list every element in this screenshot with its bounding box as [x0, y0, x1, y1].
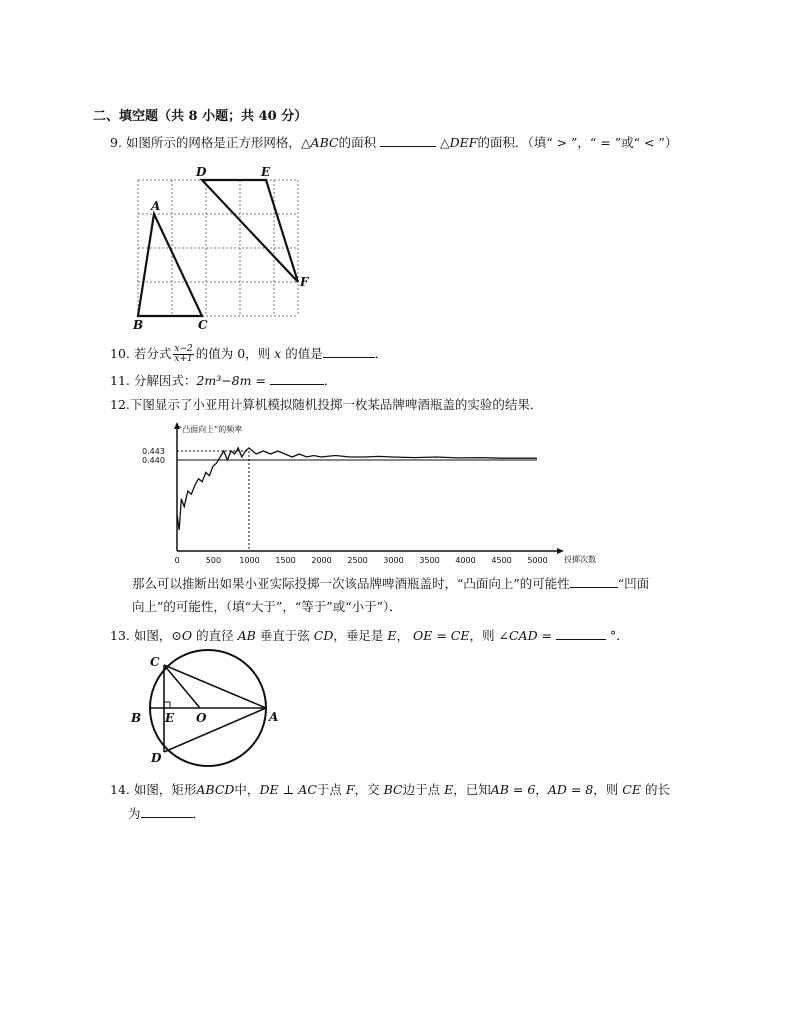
q12-number: 12. — [110, 397, 130, 412]
label-d: D — [151, 751, 162, 765]
q14-ad: AD = 8 — [547, 782, 594, 797]
question-11 — [110, 372, 336, 390]
question-9 — [110, 134, 677, 152]
q14-text-b: 中， — [234, 782, 260, 797]
q14-text-h: ，则 — [593, 782, 619, 797]
q10-fraction-denominator: x+1 — [174, 354, 193, 364]
q13-number: 13. — [110, 628, 130, 643]
x-tick-label-3000: 3000 — [383, 556, 404, 565]
q14-perp: DE ⊥ AC — [259, 782, 317, 797]
q10-fraction — [173, 345, 193, 364]
q14-text-a: 如图，矩形 — [133, 782, 197, 797]
x-tick-label-4500: 4500 — [491, 556, 512, 565]
q12-frequency-chart — [140, 418, 620, 578]
x-tick-label-1000: 1000 — [239, 556, 260, 565]
q13-text-g: °． — [610, 628, 629, 643]
q13-ab: AB — [237, 628, 256, 643]
q13-equation: OE = CE — [413, 628, 470, 643]
q14-text-i: 的长 — [644, 782, 670, 797]
x-tick-label-2000: 2000 — [311, 556, 332, 565]
right-angle-mark — [164, 702, 170, 708]
q9-text-b: 的面积 — [338, 135, 377, 150]
section-title: 二、填空题（共 8 小题；共 40 分） — [93, 109, 308, 124]
q10-text-a: 若分式 — [133, 346, 172, 361]
q13-text-f: ，则 — [469, 628, 495, 643]
q13-answer-blank[interactable] — [556, 627, 606, 640]
q13-cd: CD — [313, 628, 334, 643]
x-tick-label-0: 0 — [174, 556, 180, 565]
q14-text-c: 于点 — [316, 782, 342, 797]
q11-number: 11. — [110, 373, 130, 388]
q14-answer-blank[interactable] — [141, 805, 193, 818]
q10-number: 10. — [110, 346, 130, 361]
label-a: A — [269, 710, 279, 724]
label-o: O — [196, 711, 207, 725]
q12-line2-a: 那么可以推断出如果小亚实际投掷一次该品牌啤酒瓶盖时，“凸面向上”的可能性 — [132, 576, 570, 591]
q12-text: 下图显示了小亚用计算机模拟随机投掷一枚某品牌啤酒瓶盖的实验的结果． — [129, 397, 543, 412]
q14-text-f: ，已知 — [453, 782, 491, 797]
q10-fraction-numerator: x−2 — [174, 344, 193, 354]
x-tick-label-4000: 4000 — [455, 556, 476, 565]
q11-answer-blank[interactable] — [270, 372, 324, 385]
q13-text-a: 如图，⊙ — [133, 628, 182, 643]
x-tick-label-5000: 5000 — [527, 556, 548, 565]
y-tick-label-0.443: 0.443 — [142, 447, 165, 456]
q13-e: E — [387, 628, 397, 643]
q14-text-g: ， — [535, 782, 548, 797]
q12-line3: 向上”的可能性，（填“大于”，“等于”或“小于”）． — [132, 599, 402, 614]
triangle-abc — [138, 214, 202, 316]
y-tick-label-0.440: 0.440 — [142, 456, 165, 465]
x-tick-label-3500: 3500 — [419, 556, 440, 565]
q9-number: 9. — [110, 135, 122, 150]
q14-line2-end: ． — [192, 806, 206, 821]
q9-triangle-abc: △ABC — [300, 135, 339, 150]
q14-ce: CE — [622, 782, 641, 797]
q12-line2-b: “凹面 — [617, 576, 650, 591]
q14-line2: 为 — [128, 806, 141, 821]
question-12-line2 — [132, 575, 649, 593]
chart-title: “凸面向上”的频率 — [178, 425, 243, 434]
label-f: F — [300, 275, 309, 289]
q14-rect: ABCD — [196, 782, 235, 797]
segment-da — [164, 708, 266, 752]
q13-text-e: ， — [396, 628, 410, 643]
segment-ca — [164, 665, 266, 708]
q10-answer-blank[interactable] — [323, 345, 375, 358]
q13-circle-figure — [128, 652, 288, 767]
label-e: E — [261, 165, 271, 179]
q9-text-c: 的面积．（填“ > ”，“ = ”或“ < ”） — [477, 135, 678, 150]
q11-text-a: 分解因式： — [133, 373, 197, 388]
q12-answer-blank[interactable] — [570, 575, 618, 588]
q14-e: E — [444, 782, 454, 797]
q9-grid-lines — [138, 180, 298, 316]
q13-text-c: 垂直于弦 — [259, 628, 310, 643]
label-c: C — [150, 655, 160, 669]
q13-text-d: ，垂足是 — [333, 628, 384, 643]
triangle-def — [202, 180, 298, 282]
q13-text-b: 的直径 — [196, 628, 234, 643]
q14-ab: AB = 6 — [490, 782, 536, 797]
x-tick-label-1500: 1500 — [275, 556, 296, 565]
q13-circle-o: O — [181, 628, 193, 643]
q10-text-b: 的值为 0，则 — [195, 346, 271, 361]
label-e: E — [165, 711, 175, 725]
question-14-line2 — [128, 805, 205, 823]
q10-variable: x — [274, 346, 282, 361]
q13-angle: ∠CAD = — [498, 628, 553, 643]
q9-answer-blank[interactable] — [380, 134, 436, 147]
q9-grid-figure — [130, 165, 320, 340]
question-12 — [110, 396, 542, 414]
question-14 — [110, 781, 670, 799]
label-d: D — [196, 165, 207, 179]
q14-text-d: ，交 — [354, 782, 380, 797]
question-10 — [110, 343, 387, 365]
q14-text-e: 边于点 — [402, 782, 441, 797]
label-a: A — [151, 199, 161, 213]
label-c: C — [198, 318, 208, 332]
q11-expression: 2m³−8m = — [196, 373, 266, 388]
x-tick-label-500: 500 — [205, 556, 222, 565]
q9-text-a: 如图所示的网格是正方形网格， — [125, 135, 301, 150]
label-b: B — [131, 711, 142, 725]
q11-text-b: ． — [323, 373, 337, 388]
q10-text-c: 的值是 — [285, 346, 323, 361]
q10-text-d: ． — [374, 346, 388, 361]
x-tick-label-2500: 2500 — [347, 556, 368, 565]
chart-x-arrow — [557, 548, 564, 554]
q14-number: 14. — [110, 782, 130, 797]
q14-bc: BC — [383, 782, 403, 797]
q9-triangle-def: △DEF — [440, 135, 478, 150]
label-b: B — [133, 318, 144, 332]
question-13 — [110, 627, 629, 645]
chart-x-label: 投掷次数 — [564, 555, 596, 564]
q14-f: F — [345, 782, 355, 797]
